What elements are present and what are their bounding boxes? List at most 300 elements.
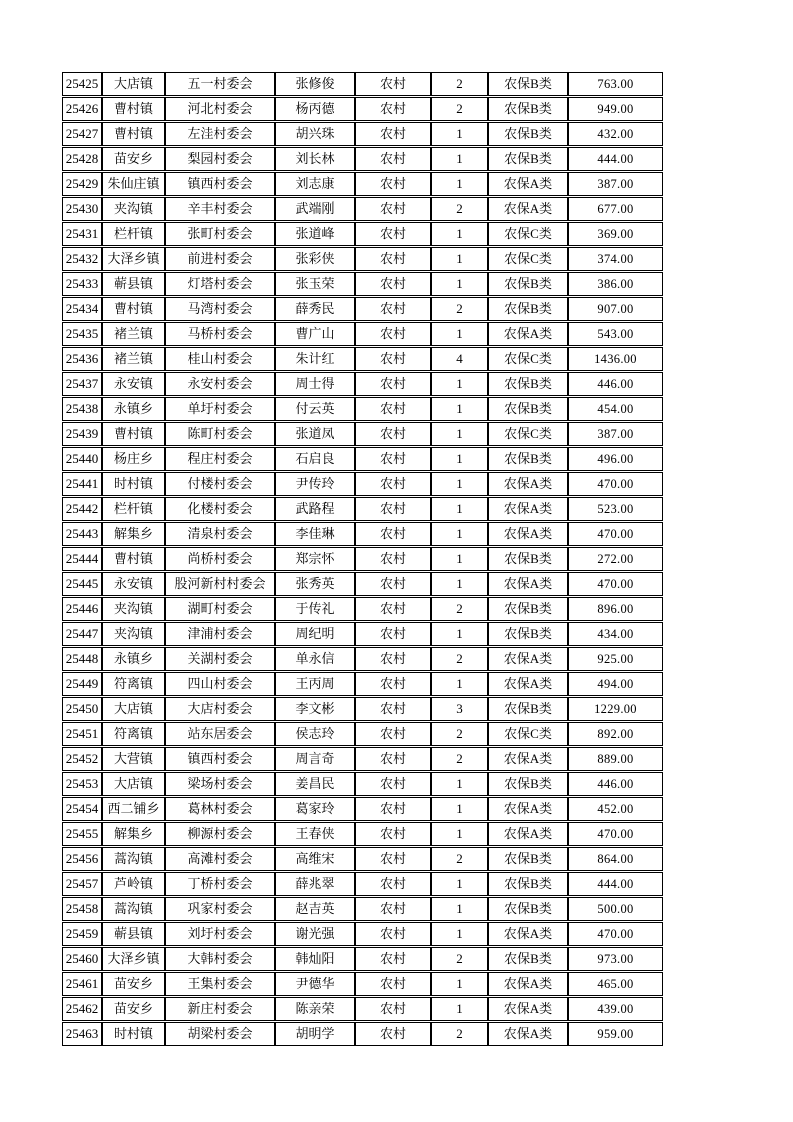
cell-insurance-type: 农保B类 xyxy=(488,297,568,321)
cell-people-count: 1 xyxy=(431,522,488,546)
table-row xyxy=(62,147,663,171)
cell-town: 大泽乡镇 xyxy=(102,947,165,971)
cell-amount: 446.00 xyxy=(568,372,663,396)
cell-people-count: 1 xyxy=(431,997,488,1021)
cell-residence-type: 农村 xyxy=(355,1022,431,1046)
cell-residence-type: 农村 xyxy=(355,547,431,571)
table-row xyxy=(62,397,663,421)
cell-insurance-type: 农保B类 xyxy=(488,147,568,171)
cell-name: 武端刚 xyxy=(275,197,355,221)
cell-amount: 925.00 xyxy=(568,647,663,671)
cell-amount: 763.00 xyxy=(568,72,663,96)
cell-town: 蕲县镇 xyxy=(102,272,165,296)
table-row xyxy=(62,472,663,496)
cell-amount: 444.00 xyxy=(568,147,663,171)
cell-name: 付云英 xyxy=(275,397,355,421)
cell-town: 永镇乡 xyxy=(102,647,165,671)
cell-amount: 677.00 xyxy=(568,197,663,221)
cell-people-count: 1 xyxy=(431,622,488,646)
cell-amount: 470.00 xyxy=(568,822,663,846)
cell-amount: 1229.00 xyxy=(568,697,663,721)
table-row xyxy=(62,622,663,646)
cell-residence-type: 农村 xyxy=(355,322,431,346)
cell-insurance-type: 农保C类 xyxy=(488,722,568,746)
cell-name: 朱计红 xyxy=(275,347,355,371)
cell-amount: 439.00 xyxy=(568,997,663,1021)
cell-residence-type: 农村 xyxy=(355,997,431,1021)
cell-serial-number: 25453 xyxy=(62,772,102,796)
table-row xyxy=(62,97,663,121)
cell-residence-type: 农村 xyxy=(355,672,431,696)
cell-amount: 432.00 xyxy=(568,122,663,146)
cell-insurance-type: 农保B类 xyxy=(488,122,568,146)
cell-town: 曹村镇 xyxy=(102,297,165,321)
cell-name: 谢光强 xyxy=(275,922,355,946)
cell-town: 苗安乡 xyxy=(102,997,165,1021)
cell-people-count: 1 xyxy=(431,422,488,446)
cell-amount: 889.00 xyxy=(568,747,663,771)
table-row xyxy=(62,272,663,296)
cell-people-count: 2 xyxy=(431,72,488,96)
table-row xyxy=(62,422,663,446)
cell-amount: 864.00 xyxy=(568,847,663,871)
cell-residence-type: 农村 xyxy=(355,897,431,921)
cell-village-committee: 新庄村委会 xyxy=(165,997,275,1021)
cell-amount: 454.00 xyxy=(568,397,663,421)
cell-insurance-type: 农保A类 xyxy=(488,572,568,596)
cell-people-count: 1 xyxy=(431,472,488,496)
cell-people-count: 2 xyxy=(431,647,488,671)
cell-serial-number: 25425 xyxy=(62,72,102,96)
cell-village-committee: 刘圩村委会 xyxy=(165,922,275,946)
cell-people-count: 1 xyxy=(431,322,488,346)
cell-insurance-type: 农保B类 xyxy=(488,697,568,721)
cell-town: 符离镇 xyxy=(102,672,165,696)
cell-people-count: 1 xyxy=(431,447,488,471)
cell-village-committee: 梨园村委会 xyxy=(165,147,275,171)
cell-town: 芦岭镇 xyxy=(102,872,165,896)
cell-residence-type: 农村 xyxy=(355,722,431,746)
cell-amount: 434.00 xyxy=(568,622,663,646)
cell-village-committee: 化楼村委会 xyxy=(165,497,275,521)
cell-town: 夹沟镇 xyxy=(102,597,165,621)
cell-village-committee: 关湖村委会 xyxy=(165,647,275,671)
cell-village-committee: 五一村委会 xyxy=(165,72,275,96)
cell-town: 永镇乡 xyxy=(102,397,165,421)
table-row xyxy=(62,797,663,821)
cell-village-committee: 股河新村村委会 xyxy=(165,572,275,596)
cell-name: 李文彬 xyxy=(275,697,355,721)
cell-town: 大店镇 xyxy=(102,72,165,96)
table-row xyxy=(62,222,663,246)
cell-amount: 374.00 xyxy=(568,247,663,271)
cell-name: 张道凤 xyxy=(275,422,355,446)
cell-village-committee: 前进村委会 xyxy=(165,247,275,271)
cell-name: 赵吉英 xyxy=(275,897,355,921)
cell-residence-type: 农村 xyxy=(355,447,431,471)
cell-town: 大泽乡镇 xyxy=(102,247,165,271)
cell-insurance-type: 农保A类 xyxy=(488,197,568,221)
cell-insurance-type: 农保B类 xyxy=(488,397,568,421)
cell-insurance-type: 农保B类 xyxy=(488,947,568,971)
cell-residence-type: 农村 xyxy=(355,522,431,546)
cell-name: 张彩侠 xyxy=(275,247,355,271)
cell-name: 张玉荣 xyxy=(275,272,355,296)
cell-residence-type: 农村 xyxy=(355,747,431,771)
cell-people-count: 2 xyxy=(431,947,488,971)
table-row xyxy=(62,547,663,571)
cell-name: 周士得 xyxy=(275,372,355,396)
records-table-body xyxy=(62,72,663,1046)
cell-town: 西二铺乡 xyxy=(102,797,165,821)
cell-name: 杨丙德 xyxy=(275,97,355,121)
table-row xyxy=(62,197,663,221)
cell-name: 薛兆翠 xyxy=(275,872,355,896)
cell-amount: 896.00 xyxy=(568,597,663,621)
cell-serial-number: 25434 xyxy=(62,297,102,321)
cell-name: 陈亲荣 xyxy=(275,997,355,1021)
cell-town: 蒿沟镇 xyxy=(102,847,165,871)
cell-town: 栏杆镇 xyxy=(102,497,165,521)
cell-name: 李佳琳 xyxy=(275,522,355,546)
cell-name: 张修俊 xyxy=(275,72,355,96)
cell-residence-type: 农村 xyxy=(355,372,431,396)
cell-insurance-type: 农保C类 xyxy=(488,347,568,371)
cell-people-count: 2 xyxy=(431,197,488,221)
cell-insurance-type: 农保C类 xyxy=(488,247,568,271)
cell-insurance-type: 农保A类 xyxy=(488,797,568,821)
cell-people-count: 4 xyxy=(431,347,488,371)
cell-serial-number: 25452 xyxy=(62,747,102,771)
cell-name: 韩灿阳 xyxy=(275,947,355,971)
cell-residence-type: 农村 xyxy=(355,872,431,896)
cell-people-count: 2 xyxy=(431,747,488,771)
cell-people-count: 2 xyxy=(431,722,488,746)
cell-residence-type: 农村 xyxy=(355,297,431,321)
cell-amount: 444.00 xyxy=(568,872,663,896)
table-row xyxy=(62,647,663,671)
table-row xyxy=(62,1022,663,1046)
cell-amount: 892.00 xyxy=(568,722,663,746)
cell-serial-number: 25429 xyxy=(62,172,102,196)
cell-serial-number: 25439 xyxy=(62,422,102,446)
cell-town: 朱仙庄镇 xyxy=(102,172,165,196)
cell-insurance-type: 农保B类 xyxy=(488,272,568,296)
table-row xyxy=(62,672,663,696)
cell-people-count: 2 xyxy=(431,97,488,121)
cell-people-count: 1 xyxy=(431,147,488,171)
cell-village-committee: 王集村委会 xyxy=(165,972,275,996)
cell-amount: 949.00 xyxy=(568,97,663,121)
cell-serial-number: 25426 xyxy=(62,97,102,121)
cell-amount: 387.00 xyxy=(568,422,663,446)
cell-insurance-type: 农保B类 xyxy=(488,772,568,796)
cell-village-committee: 程庄村委会 xyxy=(165,447,275,471)
cell-name: 单永信 xyxy=(275,647,355,671)
cell-serial-number: 25441 xyxy=(62,472,102,496)
cell-insurance-type: 农保A类 xyxy=(488,472,568,496)
cell-town: 栏杆镇 xyxy=(102,222,165,246)
cell-serial-number: 25461 xyxy=(62,972,102,996)
cell-name: 刘志康 xyxy=(275,172,355,196)
table-row xyxy=(62,247,663,271)
cell-name: 石启良 xyxy=(275,447,355,471)
cell-insurance-type: 农保C类 xyxy=(488,222,568,246)
cell-residence-type: 农村 xyxy=(355,947,431,971)
cell-insurance-type: 农保A类 xyxy=(488,1022,568,1046)
cell-people-count: 2 xyxy=(431,297,488,321)
cell-village-committee: 大韩村委会 xyxy=(165,947,275,971)
cell-serial-number: 25440 xyxy=(62,447,102,471)
cell-village-committee: 梁场村委会 xyxy=(165,772,275,796)
cell-town: 时村镇 xyxy=(102,472,165,496)
cell-residence-type: 农村 xyxy=(355,597,431,621)
cell-town: 苗安乡 xyxy=(102,147,165,171)
cell-insurance-type: 农保A类 xyxy=(488,747,568,771)
cell-village-committee: 大店村委会 xyxy=(165,697,275,721)
cell-town: 褚兰镇 xyxy=(102,347,165,371)
table-row xyxy=(62,522,663,546)
cell-serial-number: 25446 xyxy=(62,597,102,621)
table-row xyxy=(62,972,663,996)
cell-serial-number: 25447 xyxy=(62,622,102,646)
cell-amount: 470.00 xyxy=(568,472,663,496)
cell-amount: 470.00 xyxy=(568,522,663,546)
cell-amount: 369.00 xyxy=(568,222,663,246)
cell-residence-type: 农村 xyxy=(355,347,431,371)
cell-name: 王春侠 xyxy=(275,822,355,846)
cell-residence-type: 农村 xyxy=(355,497,431,521)
cell-village-committee: 左洼村委会 xyxy=(165,122,275,146)
cell-people-count: 1 xyxy=(431,572,488,596)
cell-residence-type: 农村 xyxy=(355,697,431,721)
cell-people-count: 2 xyxy=(431,597,488,621)
cell-residence-type: 农村 xyxy=(355,472,431,496)
cell-serial-number: 25463 xyxy=(62,1022,102,1046)
cell-name: 侯志玲 xyxy=(275,722,355,746)
cell-residence-type: 农村 xyxy=(355,922,431,946)
records-table xyxy=(62,71,663,1047)
cell-people-count: 1 xyxy=(431,872,488,896)
cell-serial-number: 25451 xyxy=(62,722,102,746)
cell-town: 大店镇 xyxy=(102,697,165,721)
cell-village-committee: 张町村委会 xyxy=(165,222,275,246)
cell-town: 永安镇 xyxy=(102,572,165,596)
cell-village-committee: 镇西村委会 xyxy=(165,747,275,771)
cell-town: 苗安乡 xyxy=(102,972,165,996)
cell-name: 周言奇 xyxy=(275,747,355,771)
cell-people-count: 1 xyxy=(431,822,488,846)
cell-people-count: 1 xyxy=(431,897,488,921)
cell-village-committee: 尚桥村委会 xyxy=(165,547,275,571)
cell-people-count: 3 xyxy=(431,697,488,721)
cell-residence-type: 农村 xyxy=(355,197,431,221)
cell-serial-number: 25456 xyxy=(62,847,102,871)
cell-name: 张秀英 xyxy=(275,572,355,596)
cell-name: 张道峰 xyxy=(275,222,355,246)
cell-people-count: 1 xyxy=(431,797,488,821)
table-row xyxy=(62,872,663,896)
cell-serial-number: 25462 xyxy=(62,997,102,1021)
cell-name: 葛家玲 xyxy=(275,797,355,821)
cell-residence-type: 农村 xyxy=(355,647,431,671)
cell-serial-number: 25432 xyxy=(62,247,102,271)
cell-village-committee: 灯塔村委会 xyxy=(165,272,275,296)
cell-amount: 959.00 xyxy=(568,1022,663,1046)
table-row xyxy=(62,997,663,1021)
cell-village-committee: 丁桥村委会 xyxy=(165,872,275,896)
cell-amount: 272.00 xyxy=(568,547,663,571)
cell-name: 于传礼 xyxy=(275,597,355,621)
cell-serial-number: 25458 xyxy=(62,897,102,921)
cell-town: 夹沟镇 xyxy=(102,197,165,221)
cell-village-committee: 四山村委会 xyxy=(165,672,275,696)
cell-insurance-type: 农保A类 xyxy=(488,647,568,671)
table-row xyxy=(62,347,663,371)
cell-town: 杨庄乡 xyxy=(102,447,165,471)
cell-insurance-type: 农保C类 xyxy=(488,422,568,446)
cell-village-committee: 镇西村委会 xyxy=(165,172,275,196)
cell-serial-number: 25448 xyxy=(62,647,102,671)
cell-amount: 387.00 xyxy=(568,172,663,196)
cell-serial-number: 25431 xyxy=(62,222,102,246)
cell-serial-number: 25457 xyxy=(62,872,102,896)
cell-amount: 907.00 xyxy=(568,297,663,321)
cell-amount: 496.00 xyxy=(568,447,663,471)
cell-serial-number: 25438 xyxy=(62,397,102,421)
cell-serial-number: 25428 xyxy=(62,147,102,171)
cell-people-count: 1 xyxy=(431,372,488,396)
cell-village-committee: 马湾村委会 xyxy=(165,297,275,321)
cell-town: 时村镇 xyxy=(102,1022,165,1046)
cell-serial-number: 25454 xyxy=(62,797,102,821)
cell-residence-type: 农村 xyxy=(355,272,431,296)
cell-serial-number: 25427 xyxy=(62,122,102,146)
cell-amount: 523.00 xyxy=(568,497,663,521)
cell-people-count: 1 xyxy=(431,122,488,146)
cell-town: 夹沟镇 xyxy=(102,622,165,646)
table-row xyxy=(62,922,663,946)
cell-residence-type: 农村 xyxy=(355,122,431,146)
cell-serial-number: 25445 xyxy=(62,572,102,596)
cell-amount: 1436.00 xyxy=(568,347,663,371)
cell-town: 曹村镇 xyxy=(102,122,165,146)
table-row xyxy=(62,822,663,846)
cell-amount: 465.00 xyxy=(568,972,663,996)
cell-name: 胡兴珠 xyxy=(275,122,355,146)
cell-insurance-type: 农保A类 xyxy=(488,922,568,946)
cell-village-committee: 站东居委会 xyxy=(165,722,275,746)
cell-village-committee: 高滩村委会 xyxy=(165,847,275,871)
cell-residence-type: 农村 xyxy=(355,97,431,121)
cell-insurance-type: 农保B类 xyxy=(488,72,568,96)
table-row xyxy=(62,497,663,521)
cell-serial-number: 25460 xyxy=(62,947,102,971)
table-row xyxy=(62,372,663,396)
cell-town: 大店镇 xyxy=(102,772,165,796)
cell-serial-number: 25435 xyxy=(62,322,102,346)
cell-amount: 494.00 xyxy=(568,672,663,696)
table-row xyxy=(62,722,663,746)
cell-town: 永安镇 xyxy=(102,372,165,396)
cell-people-count: 1 xyxy=(431,547,488,571)
cell-village-committee: 单圩村委会 xyxy=(165,397,275,421)
table-row xyxy=(62,72,663,96)
cell-residence-type: 农村 xyxy=(355,172,431,196)
cell-people-count: 1 xyxy=(431,772,488,796)
cell-amount: 452.00 xyxy=(568,797,663,821)
cell-village-committee: 马桥村委会 xyxy=(165,322,275,346)
cell-town: 曹村镇 xyxy=(102,422,165,446)
cell-serial-number: 25444 xyxy=(62,547,102,571)
cell-name: 曹广山 xyxy=(275,322,355,346)
cell-name: 薛秀民 xyxy=(275,297,355,321)
cell-insurance-type: 农保A类 xyxy=(488,672,568,696)
table-row xyxy=(62,447,663,471)
cell-residence-type: 农村 xyxy=(355,822,431,846)
cell-name: 王丙周 xyxy=(275,672,355,696)
cell-town: 蒿沟镇 xyxy=(102,897,165,921)
table-row xyxy=(62,747,663,771)
cell-residence-type: 农村 xyxy=(355,797,431,821)
cell-name: 胡明学 xyxy=(275,1022,355,1046)
cell-village-committee: 巩家村委会 xyxy=(165,897,275,921)
table-row xyxy=(62,847,663,871)
cell-residence-type: 农村 xyxy=(355,572,431,596)
table-row xyxy=(62,947,663,971)
cell-insurance-type: 农保A类 xyxy=(488,997,568,1021)
cell-residence-type: 农村 xyxy=(355,622,431,646)
cell-town: 符离镇 xyxy=(102,722,165,746)
cell-town: 解集乡 xyxy=(102,522,165,546)
cell-name: 郑宗怀 xyxy=(275,547,355,571)
cell-people-count: 1 xyxy=(431,272,488,296)
cell-village-committee: 湖町村委会 xyxy=(165,597,275,621)
cell-serial-number: 25436 xyxy=(62,347,102,371)
cell-amount: 973.00 xyxy=(568,947,663,971)
cell-amount: 446.00 xyxy=(568,772,663,796)
cell-insurance-type: 农保A类 xyxy=(488,172,568,196)
cell-serial-number: 25449 xyxy=(62,672,102,696)
cell-insurance-type: 农保A类 xyxy=(488,522,568,546)
cell-name: 姜昌民 xyxy=(275,772,355,796)
cell-insurance-type: 农保B类 xyxy=(488,897,568,921)
cell-insurance-type: 农保B类 xyxy=(488,872,568,896)
cell-residence-type: 农村 xyxy=(355,422,431,446)
cell-amount: 470.00 xyxy=(568,922,663,946)
cell-people-count: 1 xyxy=(431,247,488,271)
cell-town: 蕲县镇 xyxy=(102,922,165,946)
cell-insurance-type: 农保B类 xyxy=(488,547,568,571)
cell-serial-number: 25437 xyxy=(62,372,102,396)
cell-amount: 386.00 xyxy=(568,272,663,296)
cell-residence-type: 农村 xyxy=(355,222,431,246)
cell-village-committee: 柳源村委会 xyxy=(165,822,275,846)
cell-name: 周纪明 xyxy=(275,622,355,646)
table-row xyxy=(62,572,663,596)
cell-village-committee: 胡梁村委会 xyxy=(165,1022,275,1046)
cell-name: 尹传玲 xyxy=(275,472,355,496)
cell-village-committee: 陈町村委会 xyxy=(165,422,275,446)
cell-name: 刘长林 xyxy=(275,147,355,171)
cell-town: 大营镇 xyxy=(102,747,165,771)
cell-people-count: 1 xyxy=(431,672,488,696)
cell-village-committee: 付楼村委会 xyxy=(165,472,275,496)
cell-insurance-type: 农保A类 xyxy=(488,497,568,521)
cell-town: 褚兰镇 xyxy=(102,322,165,346)
cell-insurance-type: 农保A类 xyxy=(488,972,568,996)
cell-insurance-type: 农保A类 xyxy=(488,822,568,846)
